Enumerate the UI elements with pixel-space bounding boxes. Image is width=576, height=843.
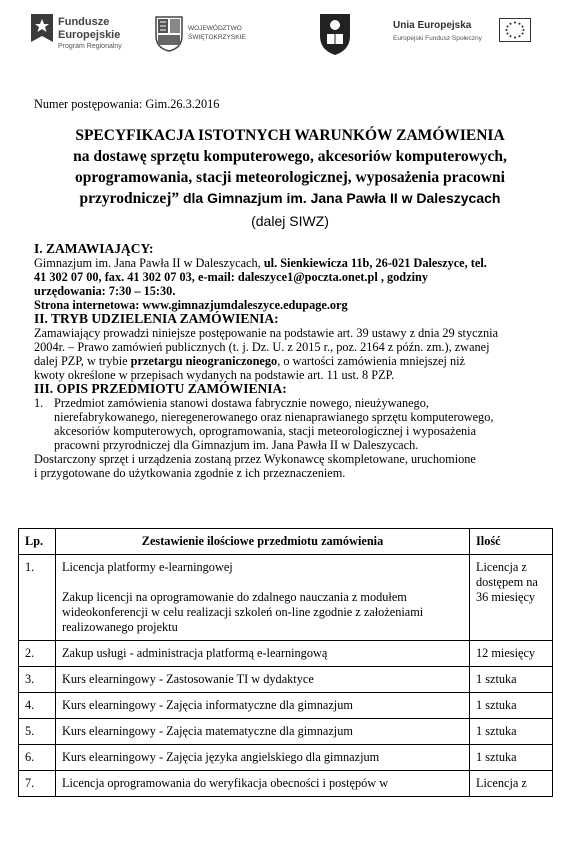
table-row (19, 745, 553, 771)
sec1-line-2: 41 302 07 00, fax. 41 302 07 03, e-mail: daleszyce1@poczta.onet.pl , godziny (34, 270, 428, 284)
ue-line2: Europejski Fundusz Społeczny (393, 35, 482, 42)
fe-line2: Europejskie (58, 29, 121, 41)
row-qty: 1 sztuka (470, 719, 553, 745)
row-desc: Kurs elearningowy - Zastosowanie TI w dydaktyce (56, 667, 470, 693)
sec3-line-6: i przygotowane do użytkowania zgodnie z ich przeznaczeniem. (34, 466, 346, 480)
row-lp: 4. (19, 693, 56, 719)
sec2-line-4: kwoty określone w przepisach wydanych na podstawie art. 11 ust. 8 PZP. (34, 368, 395, 382)
row-qty: Licencja z dostępem na 36 miesięcy (470, 555, 553, 641)
row-desc: Kurs elearningowy - Zajęcia matematyczne dla gimnazjum (56, 719, 470, 745)
sec3-list-item (34, 396, 546, 452)
table-row (19, 719, 553, 745)
title-line-4 (34, 188, 546, 209)
section-1-header: I. ZAMAWIAJĄCY: (34, 241, 154, 256)
row-desc (56, 555, 470, 641)
row-lp: 2. (19, 641, 56, 667)
table-row (19, 693, 553, 719)
sec1-line-1b: ul. Sienkiewicza 11b, 26-021 Daleszyce, tel. (263, 256, 487, 270)
coat-of-arms-icon (155, 16, 183, 52)
header-desc: Zestawienie ilościowe przedmiotu zamówienia (56, 529, 470, 555)
table-row (19, 641, 553, 667)
row-lp: 1. (19, 555, 56, 641)
case-number: Numer postępowania: Gim.26.3.2016 (34, 97, 220, 111)
table-row (19, 667, 553, 693)
sec2-line-3c: , o wartości zamówienia mniejszej niż (277, 354, 465, 368)
row-desc-detail: Zakup licencji na oprogramowanie do zdalnego nauczania z modułem wideokonferencji w celu realizacji szkoleń on-line zgodnie z założeniami realizowanego projektu (62, 590, 424, 634)
title-line-3: oprogramowania, stacji meteorologicznej, wyposażenia pracowni (75, 169, 505, 186)
sec3-item-number: 1. (34, 396, 44, 410)
sec3-item-line-3: akcesoriów komputerowych, oprogramowania, stacji meteorologicznej i wyposażenia (54, 424, 477, 438)
row-qty: 1 sztuka (470, 693, 553, 719)
eu-flag-icon (499, 18, 531, 42)
sec3-line-5: Dostarczony sprzęt i urządzenia zostaną przez Wykonawcę skompletowane, uruchomione (34, 452, 476, 466)
row-desc: Zakup usługi - administracja platformą e-learningową (56, 641, 470, 667)
header-lp: Lp. (19, 529, 56, 555)
ws-line2: ŚWIĘTOKRZYSKIE (188, 34, 246, 41)
header-qty: Ilość (470, 529, 553, 555)
sec1-line-4: Strona internetowa: www.gimnazjumdaleszyce.edupage.org (34, 298, 348, 312)
title-line-4b: dla Gimnazjum im. Jana Pawła II w Daleszycach (182, 190, 501, 206)
order-table (18, 528, 553, 797)
ue-line1: Unia Europejska (393, 20, 472, 31)
ws-line1: WOJEWÓDZTWO (188, 25, 242, 32)
row-qty: Licencja z (470, 771, 553, 797)
sec1-line-1 (34, 256, 546, 270)
sec1-line-1a: Gimnazjum im. Jana Pawła II w Daleszycach, (34, 256, 264, 270)
school-emblem (318, 12, 352, 56)
sec3-item-line-4: pracowni przyrodniczej dla Gimnazjum im. Jana Pawła II w Daleszycach. (54, 438, 419, 452)
document-body (34, 97, 546, 480)
row-qty: 1 sztuka (470, 667, 553, 693)
sec2-line-3b: przetargu nieograniczonego (130, 354, 278, 368)
section-2-header: II. TRYB UDZIELENIA ZAMÓWIENIA: (34, 311, 279, 326)
sec1-line-3: urzędowania: 7:30 – 15:30. (34, 284, 176, 298)
row-desc-title: Licencja platformy e-learningowej (62, 560, 233, 574)
title-line-1: SPECYFIKACJA ISTOTNYCH WARUNKÓW ZAMÓWIENIA (75, 127, 505, 144)
school-emblem-icon (318, 12, 352, 56)
sec2-line-3a: dalej PZP, w trybie (34, 354, 131, 368)
row-lp: 5. (19, 719, 56, 745)
section-3-header: III. OPIS PRZEDMIOTU ZAMÓWIENIA: (34, 381, 287, 396)
row-desc: Licencja oprogramowania do weryfikacja obecności i postępów w (56, 771, 470, 797)
table-header-row (19, 529, 553, 555)
sec2-line-1: Zamawiający prowadzi niniejsze postępowanie na podstawie art. 39 ustawy z dnia 29 stycznia (34, 326, 499, 340)
wojewodztwo-logo (155, 16, 265, 56)
siwz-abbrev: (dalej SIWZ) (251, 213, 329, 229)
title-line-4a: przyrodniczej” (79, 190, 183, 207)
sec2-line-2: 2004r. – Prawo zamówień publicznych (t. j. Dz. U. z 2015 r., poz. 2164 z późn. zm.), zwanej (34, 340, 490, 354)
table-row (19, 555, 553, 641)
sec2-line-3 (34, 354, 546, 368)
table-row (19, 771, 553, 797)
row-qty: 12 miesięcy (470, 641, 553, 667)
sec3-item-line-1: Przedmiot zamówienia stanowi dostawa fabrycznie nowego, nieużywanego, (54, 396, 429, 410)
title-line-2: na dostawę sprzętu komputerowego, akcesoriów komputerowych, (73, 148, 507, 165)
fe-line1: Fundusze (58, 16, 110, 28)
logo-strip (0, 10, 576, 60)
row-lp: 6. (19, 745, 56, 771)
row-lp: 7. (19, 771, 56, 797)
fundusze-europejskie-logo (31, 14, 161, 56)
fe-star-mark-icon (31, 14, 53, 42)
fe-line3: Program Regionalny (58, 43, 122, 50)
row-lp: 3. (19, 667, 56, 693)
unia-europejska-logo (381, 14, 531, 58)
sec3-item-line-2: nierefabrykowanego, nieregenerowanego oraz nienaprawianego sprzętu komputerowego, (54, 410, 494, 424)
row-desc: Kurs elearningowy - Zajęcia informatyczne dla gimnazjum (56, 693, 470, 719)
row-desc: Kurs elearningowy - Zajęcia języka angielskiego dla gimnazjum (56, 745, 470, 771)
row-qty: 1 sztuka (470, 745, 553, 771)
